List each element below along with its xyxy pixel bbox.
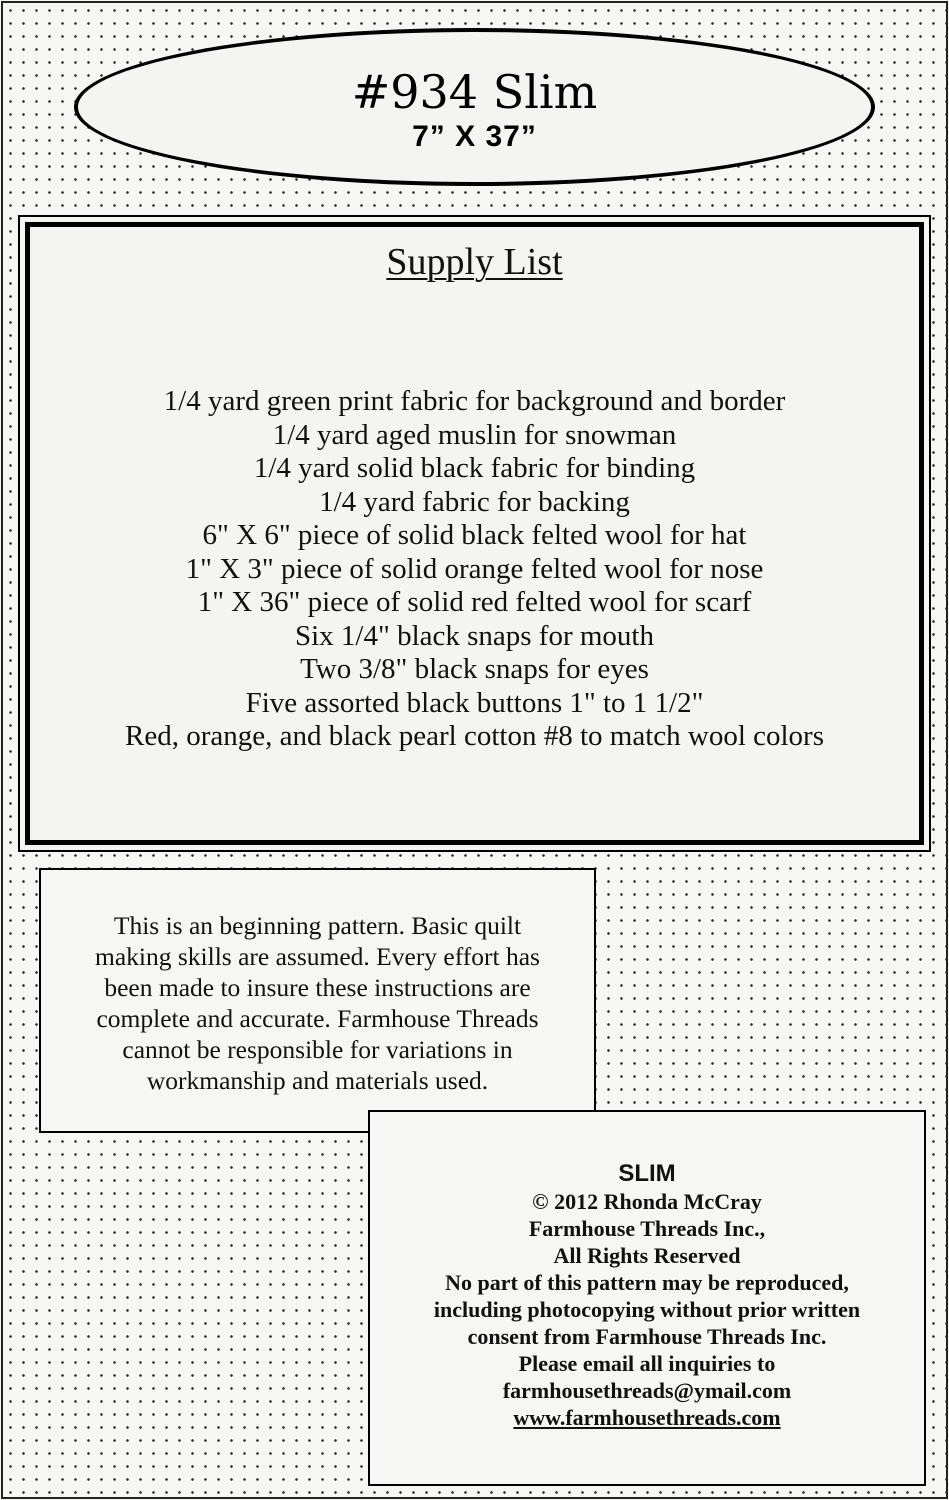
- reproduction-notice: consent from Farmhouse Threads Inc.: [467, 1324, 827, 1349]
- supply-item: 1" X 36" piece of solid red felted wool for scarf: [197, 586, 752, 618]
- reproduction-notice: No part of this pattern may be reproduced,: [445, 1270, 849, 1295]
- disclaimer-line: complete and accurate. Farmhouse Threads: [96, 1004, 539, 1033]
- supply-item: 1" X 3" piece of solid orange felted wool for nose: [185, 552, 764, 585]
- supply-item: Two 3/8" black snaps for eyes: [300, 653, 649, 685]
- supply-list-box: [18, 215, 931, 852]
- supply-item: 1/4 yard aged muslin for snowman: [272, 418, 677, 451]
- company-name: Farmhouse Threads Inc.,: [528, 1216, 766, 1241]
- supply-item: Six 1/4" black snaps for mouth: [294, 619, 654, 652]
- disclaimer-line: cannot be responsible for variations in: [122, 1035, 513, 1064]
- reproduction-notice: including photocopying without prior written: [433, 1297, 861, 1322]
- supply-list-items: [30, 385, 919, 754]
- disclaimer-line: making skills are assumed. Every effort has: [95, 942, 540, 971]
- supply-list-heading: Supply List: [386, 241, 563, 283]
- contact-email[interactable]: farmhousethreads@ymail.com: [502, 1378, 792, 1403]
- supply-list-inner-frame: [25, 222, 924, 845]
- rights-reserved: All Rights Reserved: [553, 1243, 741, 1268]
- website-link[interactable]: www.farmhousethreads.com: [513, 1405, 781, 1430]
- pattern-title: #934 Slim: [351, 65, 598, 119]
- disclaimer-box: [39, 868, 596, 1133]
- supply-item: 1/4 yard solid black fabric for binding: [253, 452, 696, 484]
- title-oval: [74, 28, 875, 186]
- disclaimer-line: workmanship and materials used.: [146, 1066, 489, 1095]
- supply-item: 1/4 yard fabric for backing: [319, 485, 630, 518]
- disclaimer-line: been made to insure these instructions are: [104, 973, 531, 1002]
- supply-item: Red, orange, and black pearl cotton #8 to match wool colors: [124, 720, 825, 752]
- disclaimer-text: [41, 910, 594, 1096]
- disclaimer-line: This is an beginning pattern. Basic quilt: [113, 911, 522, 940]
- supply-item: 1/4 yard green print fabric for background and border: [163, 385, 786, 417]
- supply-item: Five assorted black buttons 1" to 1 1/2": [245, 686, 704, 719]
- copyright-box: [368, 1110, 926, 1486]
- copyright-notice: © 2012 Rhonda McCray: [532, 1189, 762, 1214]
- pattern-size: 7” X 37”: [412, 120, 537, 153]
- copyright-pattern-name: SLIM: [618, 1160, 676, 1187]
- supply-item: 6" X 6" piece of solid black felted wool for hat: [202, 519, 747, 551]
- inquiries-text: Please email all inquiries to: [518, 1351, 776, 1376]
